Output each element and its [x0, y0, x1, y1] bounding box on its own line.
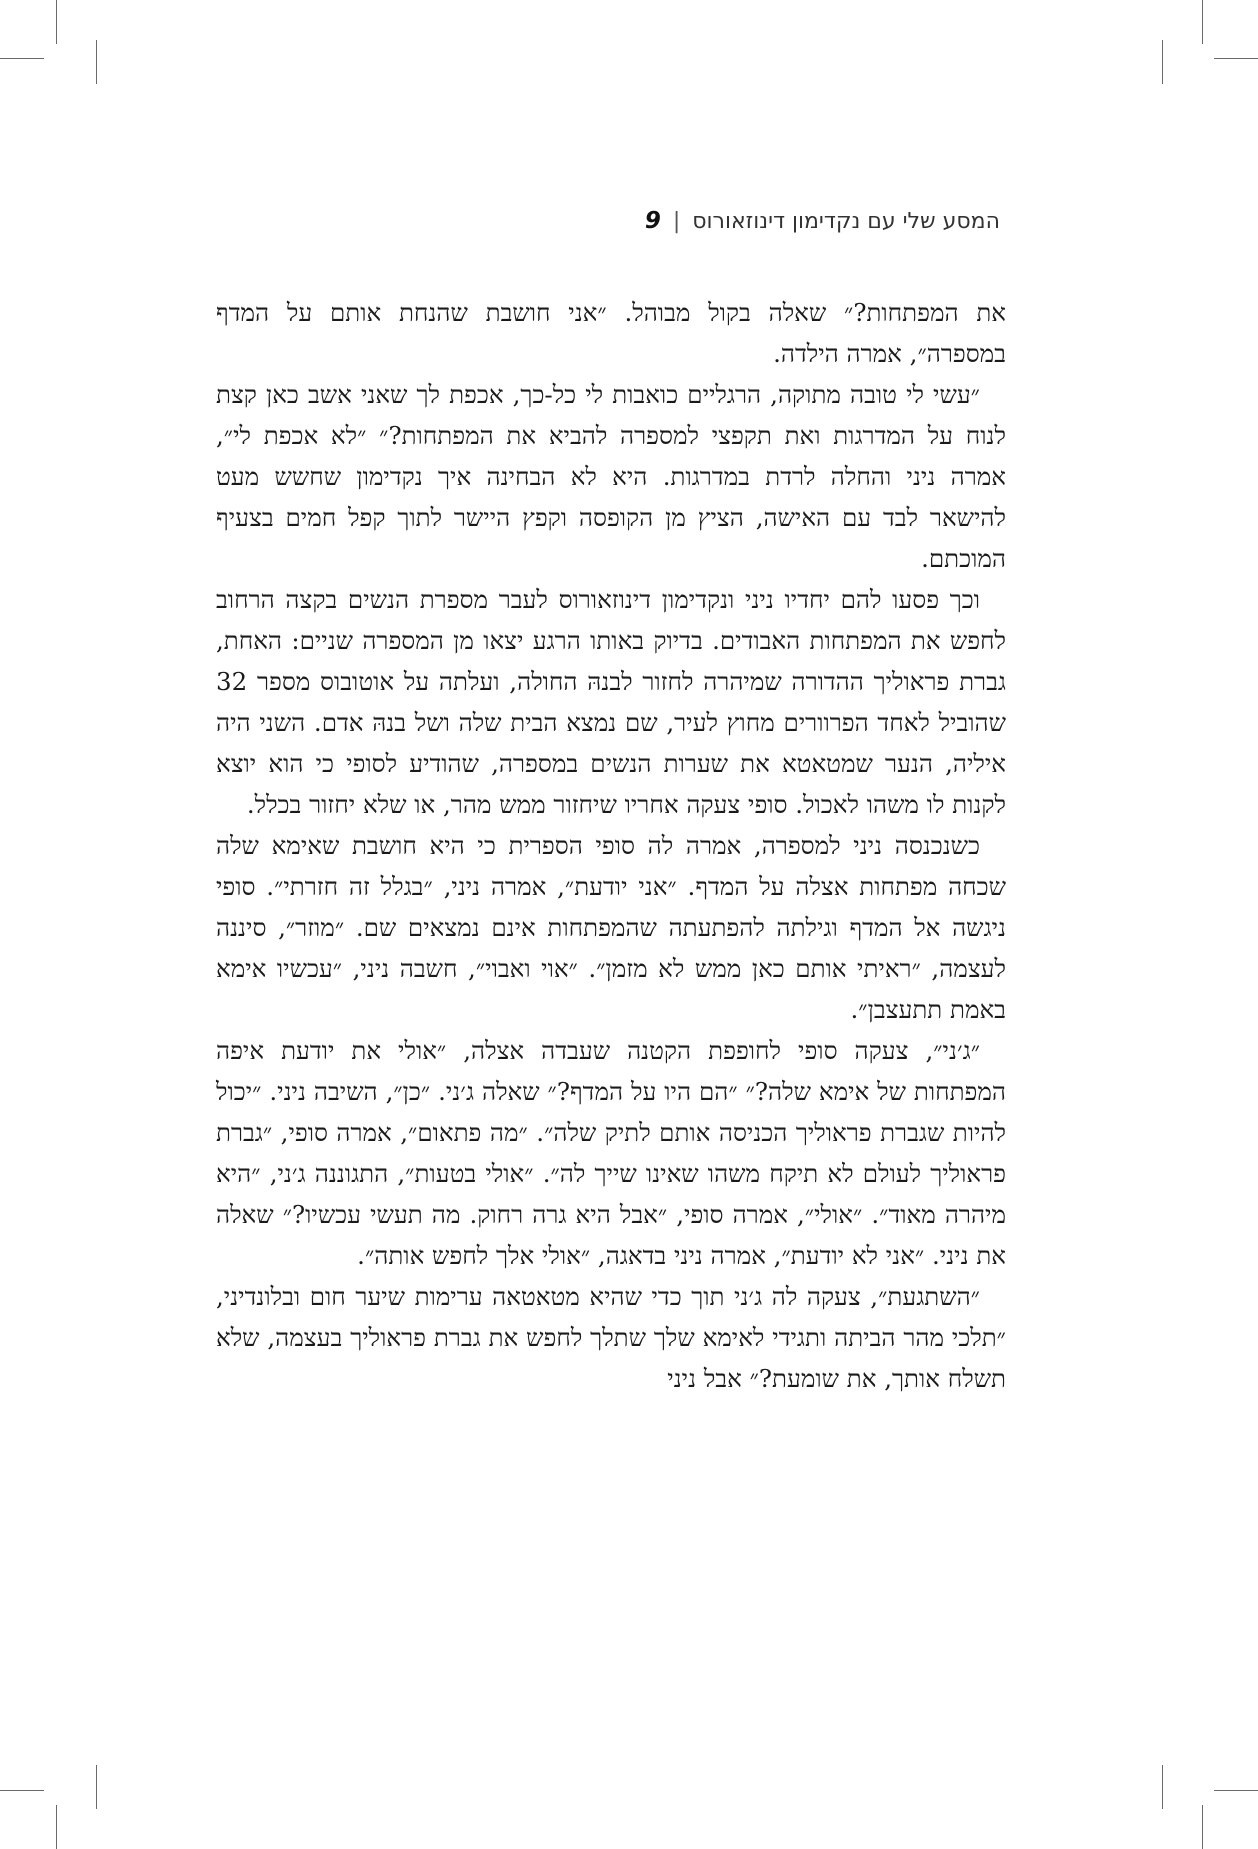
- crop-mark: [1202, 1805, 1203, 1849]
- book-title: המסע שלי עם נקדימון דינוזאורוס: [692, 209, 1000, 234]
- paragraph: ״עשי לי טובה מתוקה, הרגליים כואבות לי כל-כך, אכפת לך שאני אשב כאן קצת לנוח על המדרגות ואת תקפצי למספרה להביא את המפתחות?״ ״לא אכפת לי״, אמרה ניני והחלה לרדת במדרגות. היא לא הבחינה איך נקדימון שחשש מעט להישאר לבד עם האישה, הציץ מן הקופסה וקפץ היישר לתוך קפל חמים בצעיף המוכתם.: [216, 380, 1006, 573]
- paragraph: ״ג׳ני״, צעקה סופי לחופפת הקטנה שעבדה אצלה, ״אולי את יודעת איפה המפתחות של אימא שלה?״ ״הם היו על המדף?״ שאלה ג׳ני. ״כן״, השיבה ניני. ״יכול להיות שגברת פראוליך הכניסה אותם לתיק שלה״. ״מה פתאום״, אמרה סופי, ״גברת פראוליך לעולם לא תיקח משהו שאינו שייך לה״. ״אולי בטעות״, התגוננה ג׳ני, ״היא מיהרה מאוד״. ״אולי״, אמרה סופי, ״אבל היא גרה רחוק. מה תעשי עכשיו?״ שאלה את ניני. ״אני לא יודעת״, אמרה ניני בדאגה, ״אולי אלך לחפש אותה״.: [216, 1036, 1006, 1270]
- crop-mark: [1202, 0, 1203, 44]
- running-header: [200, 208, 1000, 234]
- body-text: [216, 292, 1006, 1399]
- paragraph: כשנכנסה ניני למספרה, אמרה לה סופי הספרית כי היא חושבת שאימא שלה שכחה מפתחות אצלה על המדף. ״אני יודעת״, אמרה ניני, ״בגלל זה חזרתי״. סופי ניגשה אל המדף וגילתה להפתעתה שהמפתחות אינם נמצאים שם. ״מוזר״, סיננה לעצמה, ״ראיתי אותם כאן ממש לא מזמן״. ״אוי ואבוי״, חשבה ניני, ״עכשיו אימא באמת תתעצבן״.: [216, 831, 1006, 1024]
- crop-mark: [56, 0, 57, 44]
- paragraph: ״השתגעת״, צעקה לה ג׳ני תוך כדי שהיא מטאטאה ערימות שיער חום ובלונדיני, ״תלכי מהר הביתה ותגידי לאימא שלך שתלך לחפש את גברת פראוליך בעצמה, שלא תשלח אותך, את שומעת?״ אבל ניני: [216, 1282, 1006, 1393]
- crop-mark: [0, 58, 44, 59]
- crop-mark: [1162, 1765, 1163, 1809]
- crop-mark: [1214, 1790, 1258, 1791]
- crop-mark: [1162, 40, 1163, 84]
- crop-mark: [0, 1790, 44, 1791]
- crop-mark: [96, 40, 97, 84]
- crop-mark: [96, 1765, 97, 1809]
- paragraph: את המפתחות?״ שאלה בקול מבוהל. ״אני חושבת שהנחת אותם על המדף במספרה״, אמרה הילדה.: [216, 298, 1006, 368]
- crop-mark: [1214, 58, 1258, 59]
- paragraph: וכך פסעו להם יחדיו ניני ונקדימון דינוזאורוס לעבר מספרת הנשים בקצה הרחוב לחפש את המפתחות האבודים. בדיוק באותו הרגע יצאו מן המספרה שניים: האחת, גברת פראוליך ההדורה שמיהרה לחזור לבנהּ החולה, ועלתה על אוטובוס מספר 32 שהוביל לאחד הפרוורים מחוץ לעיר, שם נמצא הבית שלה ושל בנהּ אדם. השני היה איליה, הנער שמטאטא את שערות הנשים במספרה, שהודיע לסופי כי הוא יוצא לקנות לו משהו לאכול. סופי צעקה אחריו שיחזור ממש מהר, או שלא יחזור בכלל.: [216, 585, 1006, 819]
- header-separator: |: [672, 209, 681, 234]
- crop-mark: [56, 1805, 57, 1849]
- page-number: 9: [644, 208, 661, 234]
